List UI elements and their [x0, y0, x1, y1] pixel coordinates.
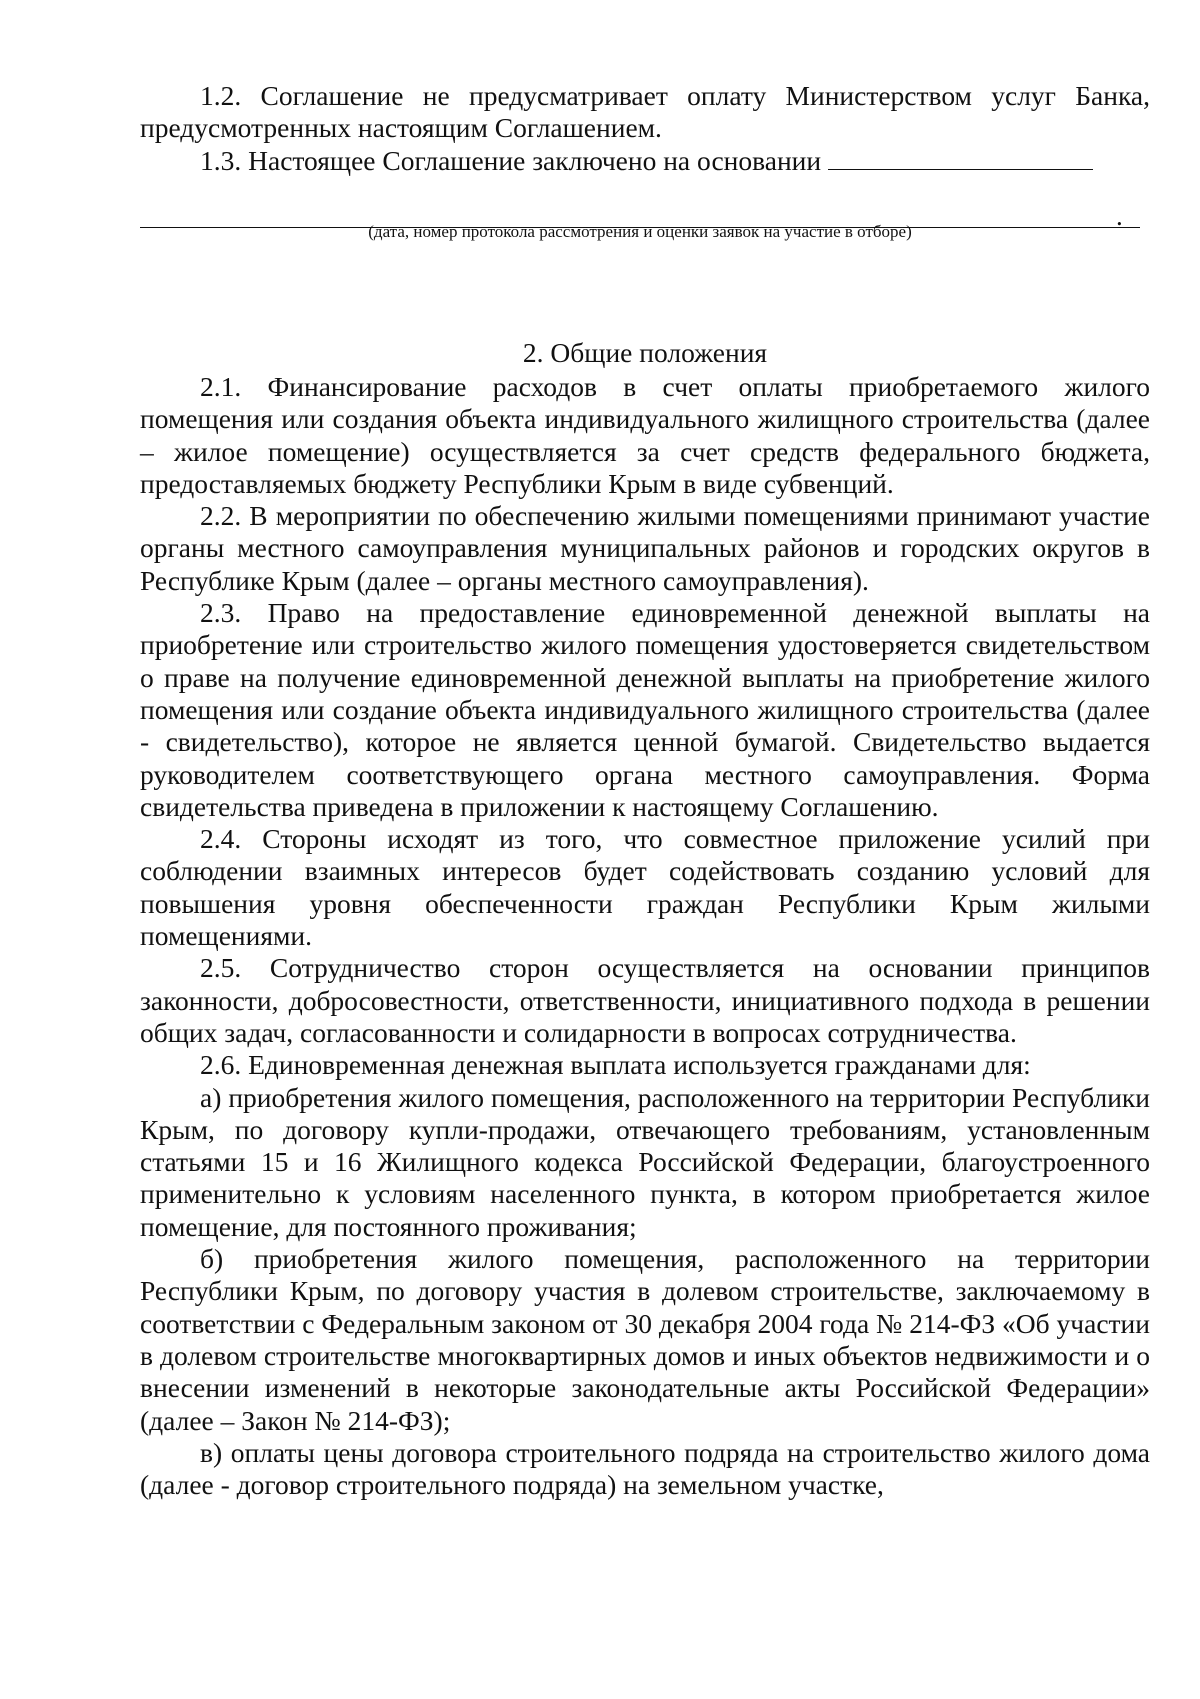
paragraph-2-3: 2.3. Право на предоставление единовременной денежной выплаты на приобретение или строительство жилого помещения удостоверяется свидетельством о праве на получение единовременной денежной выплаты на приобретение жилого помещения или создание объекта индивидуального жилищного строительства (далее - свидетельство), которое не является ценной бумагой. Свидетельство выдается руководителем соответствующего органа местного самоуправления. Форма свидетельства приведена в приложении к настоящему Соглашению. — [140, 597, 1150, 822]
line-end-dot: . — [1116, 201, 1123, 231]
paragraph-2-6-b: б) приобретения жилого помещения, расположенного на территории Республики Крым, по договору участия в долевом строительстве, заключаемому в соответствии с Федеральным законом от 30 декабря 2004 года № 214-ФЗ «Об участии в долевом строительстве многоквартирных домов и иных объектов недвижимости и о внесении изменений в некоторые законодательные акты Российской Федерации» (далее – Закон № 214-ФЗ); — [140, 1243, 1150, 1436]
section-title: 2. Общие положения — [522, 337, 768, 368]
paragraph-2-2: 2.2. В мероприятии по обеспечению жилыми помещениями принимают участие органы местного самоуправления муниципальных районов и городских округов в Республике Крым (далее – органы местного самоуправления). — [140, 500, 1150, 596]
paragraph-2-5: 2.5. Сотрудничество сторон осуществляется на основании принципов законности, добросовестности, ответственности, инициативного подхода в решении общих задач, согласованности и солидарности в вопросах сотрудничества. — [140, 952, 1150, 1048]
paragraph-2-6: 2.6. Единовременная денежная выплата используется гражданами для: — [200, 1049, 1031, 1081]
paragraph-1-3-text: 1.3. Настоящее Соглашение заключено на основании — [200, 144, 822, 176]
basis-blank-line — [828, 168, 1093, 170]
blank-caption: (дата, номер протокола рассмотрения и оценки заявок на участие в отборе) — [368, 222, 912, 241]
section-2-body — [140, 371, 1150, 1501]
paragraph-1-2: 1.2. Соглашение не предусматривает оплату Министерством услуг Банка, предусмотренных настоящим Соглашением. — [140, 80, 1150, 144]
paragraph-2-6-a: а) приобретения жилого помещения, расположенного на территории Республики Крым, по договору купли-продажи, отвечающего требованиям, установленным статьями 15 и 16 Жилищного кодекса Российской Федерации, благоустроенного применительно к условиям населенного пункта, в котором приобретается жилое помещение, для постоянного проживания; — [140, 1081, 1150, 1242]
paragraph-1-3 — [140, 145, 1150, 177]
intro-block — [140, 80, 1150, 177]
paragraph-2-6-v: в) оплаты цены договора строительного подряда на строительство жилого дома (далее - договор строительного подряда) на земельном участке, — [140, 1436, 1150, 1501]
paragraph-2-4: 2.4. Стороны исходят из того, что совместное приложение усилий при соблюдении взаимных интересов будет содействовать созданию условий для повышения уровня обеспеченности граждан Республики Крым жилыми помещениями. — [140, 823, 1150, 952]
paragraph-2-1: 2.1. Финансирование расходов в счет оплаты приобретаемого жилого помещения или создания объекта индивидуального жилищного строительства (далее – жилое помещение) осуществляется за счет средств федерального бюджета, предоставляемых бюджету Республики Крым в виде субвенций. — [140, 371, 1150, 499]
